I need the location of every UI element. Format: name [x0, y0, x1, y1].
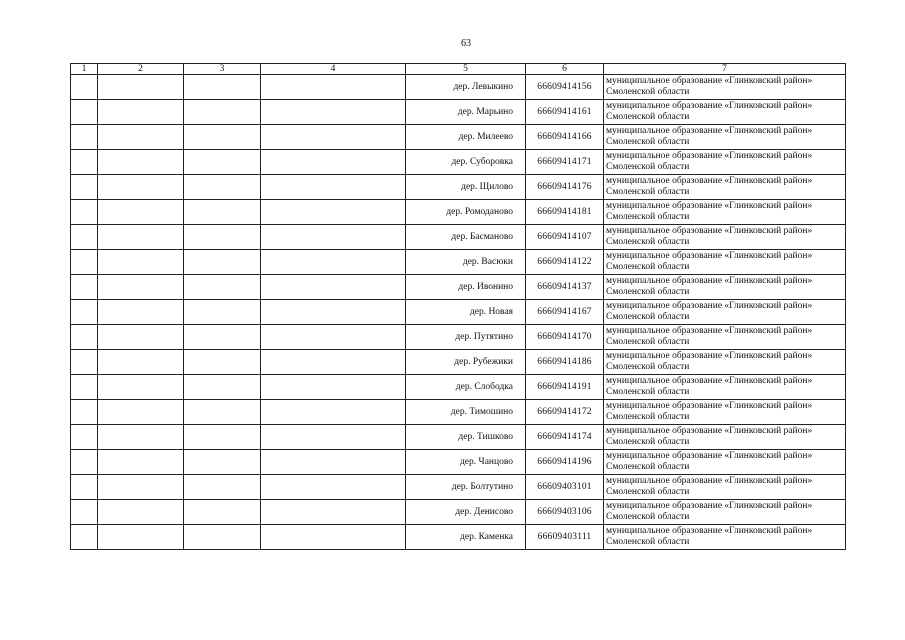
table-row	[71, 150, 846, 175]
empty-cell	[71, 150, 98, 175]
empty-cell	[184, 200, 261, 225]
region-name: Смоленской области	[606, 437, 690, 447]
empty-cell	[184, 350, 261, 375]
empty-cell	[98, 300, 184, 325]
municipality-name: муниципальное образование «Глинковский район»	[606, 426, 813, 436]
oktmo-code: 66609414174	[526, 425, 604, 450]
oktmo-code: 66609414176	[526, 175, 604, 200]
empty-cell	[261, 300, 406, 325]
municipality-name: муниципальное образование «Глинковский район»	[606, 326, 813, 336]
page-number: 63	[461, 38, 471, 49]
municipality-cell	[604, 375, 846, 400]
empty-cell	[71, 475, 98, 500]
empty-cell	[98, 100, 184, 125]
municipality-cell	[604, 275, 846, 300]
empty-cell	[184, 275, 261, 300]
table-row	[71, 375, 846, 400]
municipality-cell	[604, 325, 846, 350]
settlement-name: дер. Путятино	[406, 325, 526, 350]
column-number-row	[71, 64, 846, 75]
empty-cell	[261, 425, 406, 450]
empty-cell	[261, 200, 406, 225]
empty-cell	[98, 150, 184, 175]
empty-cell	[98, 325, 184, 350]
settlement-name: дер. Каменка	[406, 525, 526, 550]
municipality-name: муниципальное образование «Глинковский район»	[606, 201, 813, 211]
settlement-name: дер. Новая	[406, 300, 526, 325]
empty-cell	[98, 125, 184, 150]
oktmo-code: 66609403111	[526, 525, 604, 550]
empty-cell	[71, 400, 98, 425]
municipality-name: муниципальное образование «Глинковский район»	[606, 251, 813, 261]
empty-cell	[184, 400, 261, 425]
region-name: Смоленской области	[606, 162, 690, 172]
empty-cell	[261, 450, 406, 475]
column-number: 7	[604, 64, 846, 75]
empty-cell	[184, 475, 261, 500]
municipality-name: муниципальное образование «Глинковский район»	[606, 401, 813, 411]
municipality-name: муниципальное образование «Глинковский район»	[606, 501, 813, 511]
municipality-cell	[604, 350, 846, 375]
table-row	[71, 175, 846, 200]
municipality-cell	[604, 250, 846, 275]
region-name: Смоленской области	[606, 312, 690, 322]
table-row	[71, 200, 846, 225]
region-name: Смоленской области	[606, 462, 690, 472]
municipality-name: муниципальное образование «Глинковский район»	[606, 451, 813, 461]
region-name: Смоленской области	[606, 387, 690, 397]
settlement-name: дер. Щилово	[406, 175, 526, 200]
empty-cell	[184, 225, 261, 250]
empty-cell	[261, 350, 406, 375]
empty-cell	[184, 100, 261, 125]
empty-cell	[98, 200, 184, 225]
municipality-cell	[604, 525, 846, 550]
municipality-name: муниципальное образование «Глинковский район»	[606, 526, 813, 536]
region-name: Смоленской области	[606, 112, 690, 122]
empty-cell	[98, 525, 184, 550]
municipality-name: муниципальное образование «Глинковский район»	[606, 226, 813, 236]
table-row	[71, 525, 846, 550]
table-row	[71, 425, 846, 450]
municipality-cell	[604, 300, 846, 325]
settlement-name: дер. Слободка	[406, 375, 526, 400]
column-number: 3	[184, 64, 261, 75]
municipality-cell	[604, 400, 846, 425]
empty-cell	[71, 100, 98, 125]
region-name: Смоленской области	[606, 187, 690, 197]
empty-cell	[184, 500, 261, 525]
column-number: 5	[406, 64, 526, 75]
municipality-name: муниципальное образование «Глинковский район»	[606, 176, 813, 186]
municipality-name: муниципальное образование «Глинковский район»	[606, 151, 813, 161]
settlement-name: дер. Суборовка	[406, 150, 526, 175]
empty-cell	[98, 275, 184, 300]
empty-cell	[71, 350, 98, 375]
empty-cell	[98, 375, 184, 400]
settlement-name: дер. Васюки	[406, 250, 526, 275]
empty-cell	[98, 475, 184, 500]
empty-cell	[71, 125, 98, 150]
table-row	[71, 75, 846, 100]
municipality-cell	[604, 500, 846, 525]
municipality-name: муниципальное образование «Глинковский район»	[606, 476, 813, 486]
table-row	[71, 350, 846, 375]
empty-cell	[261, 275, 406, 300]
settlement-name: дер. Ивонино	[406, 275, 526, 300]
empty-cell	[71, 450, 98, 475]
empty-cell	[71, 75, 98, 100]
empty-cell	[71, 175, 98, 200]
oktmo-code: 66609414166	[526, 125, 604, 150]
region-name: Смоленской области	[606, 137, 690, 147]
settlement-name: дер. Чанцово	[406, 450, 526, 475]
table-row	[71, 400, 846, 425]
empty-cell	[71, 425, 98, 450]
empty-cell	[71, 325, 98, 350]
empty-cell	[184, 525, 261, 550]
table-row	[71, 100, 846, 125]
empty-cell	[71, 375, 98, 400]
oktmo-code: 66609414122	[526, 250, 604, 275]
municipality-cell	[604, 100, 846, 125]
empty-cell	[261, 250, 406, 275]
empty-cell	[184, 325, 261, 350]
municipality-cell	[604, 225, 846, 250]
settlement-name: дер. Болтутино	[406, 475, 526, 500]
region-name: Смоленской области	[606, 362, 690, 372]
oktmo-code: 66609403101	[526, 475, 604, 500]
empty-cell	[98, 350, 184, 375]
municipality-cell	[604, 75, 846, 100]
oktmo-code: 66609414181	[526, 200, 604, 225]
empty-cell	[184, 75, 261, 100]
municipality-name: муниципальное образование «Глинковский район»	[606, 276, 813, 286]
column-number: 4	[261, 64, 406, 75]
municipality-name: муниципальное образование «Глинковский район»	[606, 301, 813, 311]
settlement-name: дер. Денисово	[406, 500, 526, 525]
oktmo-code: 66609414107	[526, 225, 604, 250]
empty-cell	[71, 250, 98, 275]
empty-cell	[184, 175, 261, 200]
empty-cell	[261, 75, 406, 100]
municipality-cell	[604, 150, 846, 175]
table-row	[71, 325, 846, 350]
oktmo-code: 66609414170	[526, 325, 604, 350]
registry-table	[70, 63, 846, 550]
empty-cell	[184, 250, 261, 275]
empty-cell	[98, 175, 184, 200]
region-name: Смоленской области	[606, 512, 690, 522]
table-row	[71, 475, 846, 500]
oktmo-code: 66609403106	[526, 500, 604, 525]
empty-cell	[184, 125, 261, 150]
oktmo-code: 66609414191	[526, 375, 604, 400]
region-name: Смоленской области	[606, 287, 690, 297]
municipality-name: муниципальное образование «Глинковский район»	[606, 101, 813, 111]
empty-cell	[71, 275, 98, 300]
settlement-name: дер. Тишково	[406, 425, 526, 450]
municipality-cell	[604, 125, 846, 150]
region-name: Смоленской области	[606, 537, 690, 547]
municipality-cell	[604, 450, 846, 475]
settlement-name: дер. Милеево	[406, 125, 526, 150]
settlement-name: дер. Ромоданово	[406, 200, 526, 225]
oktmo-code: 66609414167	[526, 300, 604, 325]
empty-cell	[184, 425, 261, 450]
column-number: 2	[98, 64, 184, 75]
empty-cell	[261, 225, 406, 250]
settlement-name: дер. Тимошино	[406, 400, 526, 425]
empty-cell	[71, 200, 98, 225]
empty-cell	[71, 525, 98, 550]
empty-cell	[71, 500, 98, 525]
empty-cell	[261, 375, 406, 400]
empty-cell	[261, 525, 406, 550]
empty-cell	[184, 450, 261, 475]
region-name: Смоленской области	[606, 412, 690, 422]
empty-cell	[71, 300, 98, 325]
empty-cell	[261, 325, 406, 350]
empty-cell	[98, 400, 184, 425]
municipality-name: муниципальное образование «Глинковский район»	[606, 126, 813, 136]
empty-cell	[98, 225, 184, 250]
table-row	[71, 250, 846, 275]
municipality-name: муниципальное образование «Глинковский район»	[606, 376, 813, 386]
empty-cell	[184, 300, 261, 325]
table-row	[71, 300, 846, 325]
oktmo-code: 66609414156	[526, 75, 604, 100]
region-name: Смоленской области	[606, 487, 690, 497]
region-name: Смоленской области	[606, 237, 690, 247]
oktmo-code: 66609414196	[526, 450, 604, 475]
empty-cell	[98, 250, 184, 275]
table-row	[71, 125, 846, 150]
empty-cell	[98, 425, 184, 450]
region-name: Смоленской области	[606, 262, 690, 272]
table-row	[71, 450, 846, 475]
oktmo-code: 66609414161	[526, 100, 604, 125]
municipality-name: муниципальное образование «Глинковский район»	[606, 76, 813, 86]
municipality-cell	[604, 425, 846, 450]
empty-cell	[98, 500, 184, 525]
empty-cell	[261, 175, 406, 200]
oktmo-code: 66609414137	[526, 275, 604, 300]
empty-cell	[261, 100, 406, 125]
column-number: 1	[71, 64, 98, 75]
settlement-name: дер. Басманово	[406, 225, 526, 250]
empty-cell	[261, 475, 406, 500]
settlement-name: дер. Рубежики	[406, 350, 526, 375]
column-number: 6	[526, 64, 604, 75]
table-row	[71, 275, 846, 300]
empty-cell	[98, 75, 184, 100]
table-row	[71, 500, 846, 525]
empty-cell	[261, 400, 406, 425]
municipality-cell	[604, 175, 846, 200]
region-name: Смоленской области	[606, 337, 690, 347]
settlement-name: дер. Левыкино	[406, 75, 526, 100]
oktmo-code: 66609414186	[526, 350, 604, 375]
empty-cell	[98, 450, 184, 475]
region-name: Смоленской области	[606, 87, 690, 97]
region-name: Смоленской области	[606, 212, 690, 222]
municipality-cell	[604, 475, 846, 500]
empty-cell	[184, 150, 261, 175]
oktmo-code: 66609414172	[526, 400, 604, 425]
municipality-cell	[604, 200, 846, 225]
settlement-name: дер. Марьино	[406, 100, 526, 125]
oktmo-code: 66609414171	[526, 150, 604, 175]
empty-cell	[71, 225, 98, 250]
empty-cell	[261, 150, 406, 175]
municipality-name: муниципальное образование «Глинковский район»	[606, 351, 813, 361]
empty-cell	[261, 125, 406, 150]
empty-cell	[184, 375, 261, 400]
empty-cell	[261, 500, 406, 525]
table-row	[71, 225, 846, 250]
